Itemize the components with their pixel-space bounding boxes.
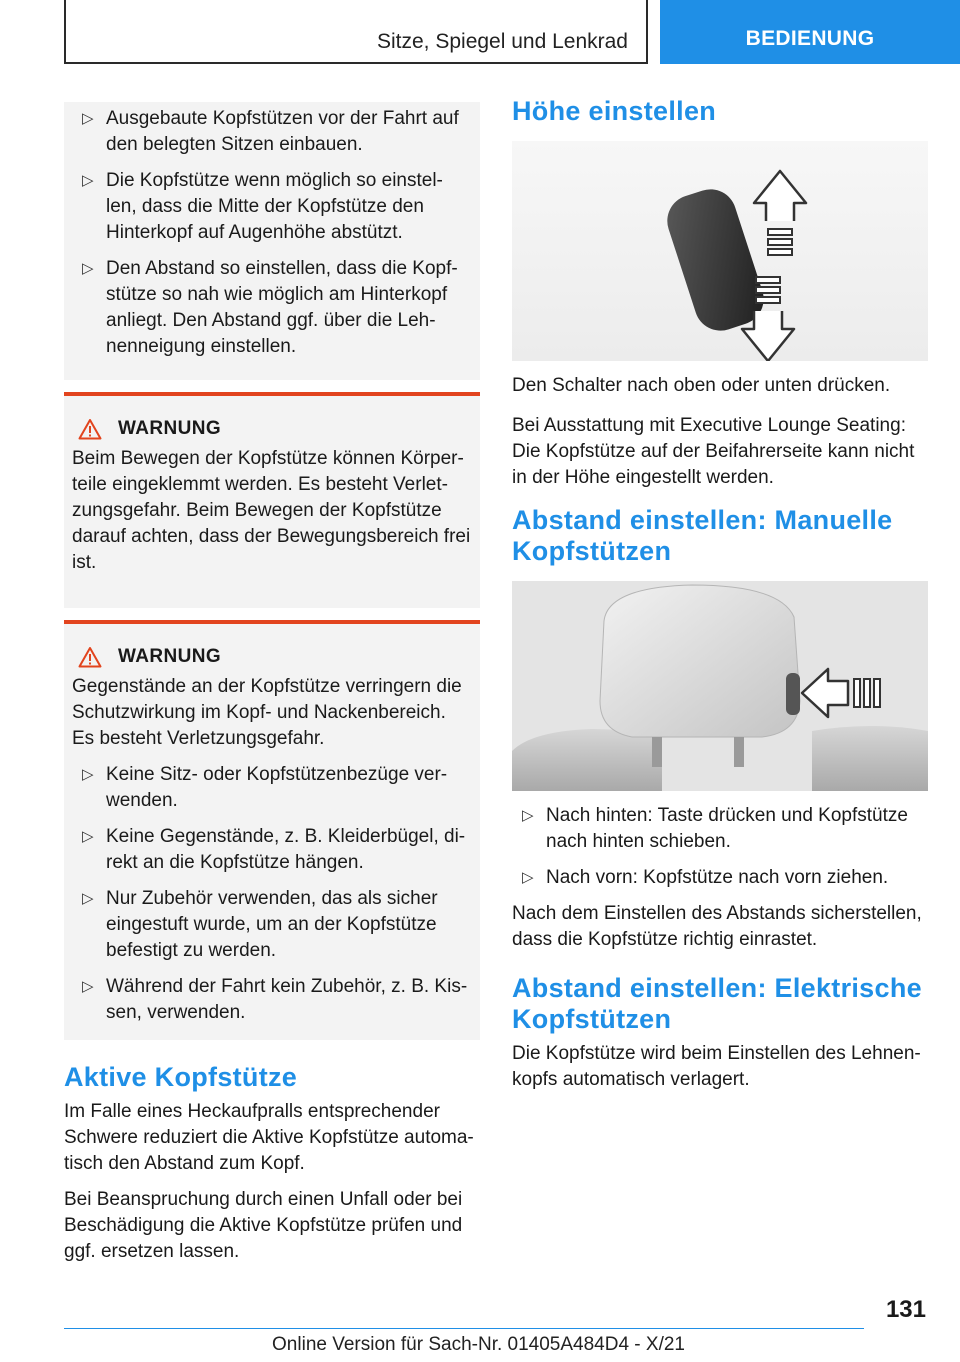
list-item: ▷ Nach hinten: Taste drücken und Kopfstütze nach hinten schieben. xyxy=(522,805,908,852)
paragraph: Den Schalter nach oben oder unten drücken. xyxy=(512,375,891,396)
warning-box-1 xyxy=(64,392,480,608)
instructions-list xyxy=(72,106,472,360)
warning-triangle-icon xyxy=(78,418,102,440)
warning-title: WARNUNG xyxy=(72,418,472,440)
section-heading-height: Höhe einstellen xyxy=(512,96,717,126)
list-item: ▷ Nur Zubehör verwenden, das als sicher eingestuft wurde, um an der Kopfstütze befestigt zu werden. xyxy=(82,888,438,961)
footer-online-version: Online Version für Sach-Nr. 01405A484D4 - X/21 xyxy=(272,1334,685,1355)
bullet-triangle-icon: ▷ xyxy=(82,978,94,995)
paragraph: Die Kopfstütze wird beim Einstellen des Lehnen‐kopfs automatisch verlagert. xyxy=(512,1043,921,1090)
warning-triangle-icon xyxy=(78,646,102,668)
bullet-triangle-icon: ▷ xyxy=(82,766,94,783)
warning-list xyxy=(72,762,472,1026)
manual-list xyxy=(512,803,928,891)
bullet-triangle-icon: ▷ xyxy=(82,890,94,907)
bullet-triangle-icon: ▷ xyxy=(522,807,534,824)
instructions-box xyxy=(64,102,480,380)
bullet-triangle-icon: ▷ xyxy=(82,110,94,127)
paragraph: Bei Ausstattung mit Executive Lounge Seating: Die Kopfstütze auf der Beifahrerseite kann nicht in der Höhe eingestellt werden. xyxy=(512,415,915,488)
paragraph: Nach dem Einstellen des Abstands sicherstellen, dass die Kopfstütze richtig einrastet. xyxy=(512,903,922,950)
headrest-button-illustration xyxy=(512,581,928,791)
right-column xyxy=(512,96,928,1103)
bullet-triangle-icon: ▷ xyxy=(82,172,94,189)
warning-text: Gegenstände an der Kopfstütze verringern die Schutzwirkung im Kopf- und Nackenbereich. Es besteht Verletzungsgefahr. xyxy=(72,676,462,749)
bullet-triangle-icon: ▷ xyxy=(82,260,94,277)
list-item: ▷ Keine Sitz- oder Kopfstützenbezüge ver‐wenden. xyxy=(82,764,448,811)
paragraph: Im Falle eines Heckaufpralls entsprechender Schwere reduziert die Aktive Kopfstütze automa‐tisch den Abstand zum Kopf. xyxy=(64,1101,474,1174)
section-heading-electric: Abstand einstellen: Elektrische Kopfstützen xyxy=(512,973,922,1034)
footer-divider xyxy=(64,1328,864,1329)
manual-headrest-figure xyxy=(512,581,928,791)
list-item: ▷ Während der Fahrt kein Zubehör, z. B. Kis‐sen, verwenden. xyxy=(82,976,468,1023)
bullet-triangle-icon: ▷ xyxy=(82,828,94,845)
page-number: 131 xyxy=(885,1296,926,1323)
headrest-height-illustration xyxy=(512,141,928,361)
list-item: ▷ Ausgebaute Kopfstützen vor der Fahrt auf den belegten Sitzen einbauen. xyxy=(82,108,459,155)
list-item: ▷ Keine Gegenstände, z. B. Kleiderbügel, di‐rekt an die Kopfstütze hängen. xyxy=(82,826,466,873)
list-item: ▷ Den Abstand so einstellen, dass die Kopf‐stütze so nah wie möglich am Hinterkopf anliegt. Den Abstand ggf. über die Leh‐nenneigung einstellen. xyxy=(82,258,458,357)
section-title: Sitze, Spiegel und Lenkrad xyxy=(376,30,628,53)
left-column xyxy=(64,102,480,1275)
warning-text: Beim Bewegen der Kopfstütze können Körper‐teile eingeklemmt werden. Es besteht Verlet‐zungsgefahr. Beim Bewegen der Kopfstütze darauf achten, dass der Bewegungsbereich frei ist. xyxy=(72,448,471,573)
chapter-tab[interactable]: BEDIENUNG xyxy=(660,0,960,64)
section-heading-manual: Abstand einstellen: Manuelle Kopfstützen xyxy=(512,505,893,566)
warning-box-2 xyxy=(64,620,480,1040)
warning-title: WARNUNG xyxy=(72,646,472,668)
bullet-triangle-icon: ▷ xyxy=(522,869,534,886)
list-item: ▷ Nach vorn: Kopfstütze nach vorn ziehen. xyxy=(512,865,928,891)
paragraph: Bei Beanspruchung durch einen Unfall oder bei Beschädigung die Aktive Kopfstütze prüfen und ggf. ersetzen lassen. xyxy=(64,1189,463,1262)
list-item: ▷ Die Kopfstütze wenn möglich so einstel‐len, dass die Mitte der Kopfstütze den Hinterkopf auf Augenhöhe abstützt. xyxy=(82,170,443,243)
height-adjust-figure xyxy=(512,141,928,361)
section-heading-active: Aktive Kopfstütze xyxy=(64,1062,298,1092)
